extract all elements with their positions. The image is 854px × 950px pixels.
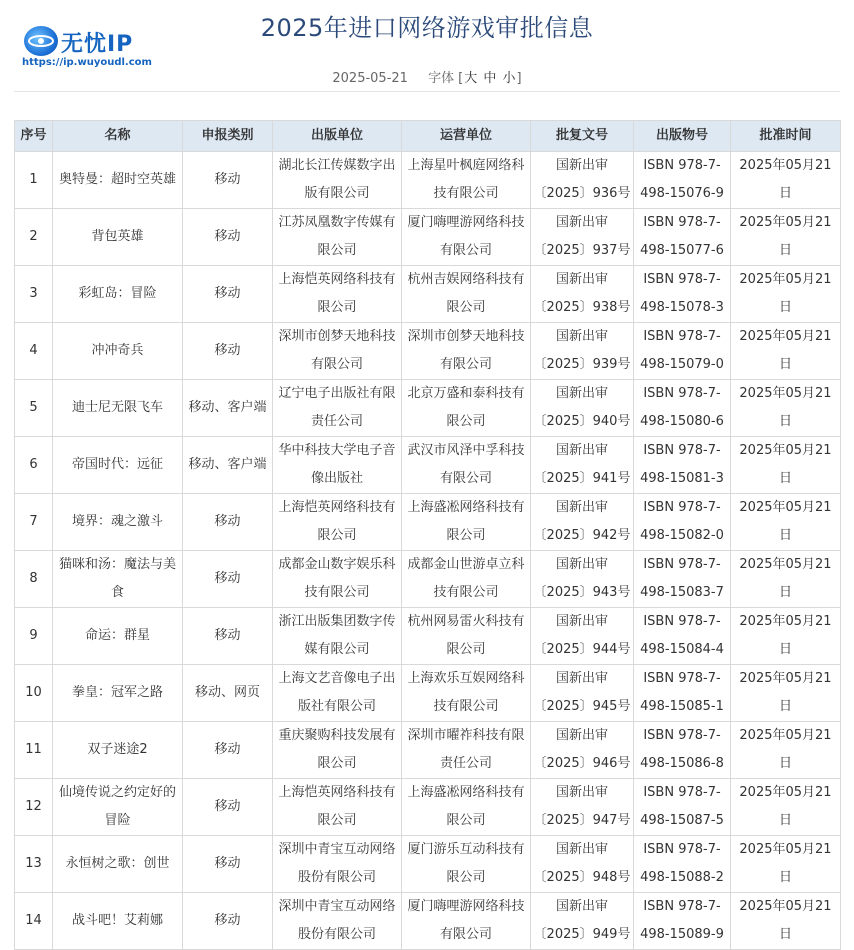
cell-category: 移动 — [183, 209, 273, 266]
cell-approval-no: 国新出审〔2025〕948号 — [531, 836, 634, 893]
logo-name: 无忧IP — [61, 32, 134, 57]
cell-operator: 上海盛凇网络科技有限公司 — [402, 779, 531, 836]
cell-isbn: ISBN 978-7-498-15076-9 — [634, 152, 731, 209]
table-row — [15, 437, 841, 494]
cell-isbn: ISBN 978-7-498-15083-7 — [634, 551, 731, 608]
cell-game-name: 仙境传说之约定好的冒险 — [53, 779, 183, 836]
cell-approval-no: 国新出审〔2025〕936号 — [531, 152, 634, 209]
cell-isbn: ISBN 978-7-498-15078-3 — [634, 266, 731, 323]
cell-game-name: 帝国时代：远征 — [53, 437, 183, 494]
cell-index: 2 — [15, 209, 53, 266]
cell-operator: 杭州吉娱网络科技有限公司 — [402, 266, 531, 323]
cell-approval-no: 国新出审〔2025〕943号 — [531, 551, 634, 608]
cell-category: 移动 — [183, 152, 273, 209]
cell-game-name: 命运：群星 — [53, 608, 183, 665]
header-publisher: 出版单位 — [273, 121, 402, 152]
table-row — [15, 779, 841, 836]
cell-category: 移动、客户端 — [183, 380, 273, 437]
table-row — [15, 380, 841, 437]
cell-approval-no: 国新出审〔2025〕945号 — [531, 665, 634, 722]
cell-index: 6 — [15, 437, 53, 494]
font-size-bracket-open: [ — [458, 71, 464, 86]
header-approval-no: 批复文号 — [531, 121, 634, 152]
cell-approval-no: 国新出审〔2025〕940号 — [531, 380, 634, 437]
cell-game-name: 冲冲奇兵 — [53, 323, 183, 380]
cell-index: 14 — [15, 893, 53, 950]
cell-index: 10 — [15, 665, 53, 722]
cell-index: 1 — [15, 152, 53, 209]
cell-game-name: 背包英雄 — [53, 209, 183, 266]
cell-index: 4 — [15, 323, 53, 380]
cell-category: 移动 — [183, 323, 273, 380]
font-size-medium-link[interactable]: 中 — [483, 71, 497, 86]
cell-approval-no: 国新出审〔2025〕937号 — [531, 209, 634, 266]
header-divider — [14, 91, 840, 92]
table-row — [15, 323, 841, 380]
cell-isbn: ISBN 978-7-498-15079-0 — [634, 323, 731, 380]
cell-publisher: 上海恺英网络科技有限公司 — [273, 266, 402, 323]
cell-publisher: 上海恺英网络科技有限公司 — [273, 779, 402, 836]
cell-operator: 上海星叶枫庭网络科技有限公司 — [402, 152, 531, 209]
cell-index: 5 — [15, 380, 53, 437]
table-row — [15, 722, 841, 779]
table-header-row — [15, 121, 841, 152]
cell-approval-date: 2025年05月21日 — [731, 266, 841, 323]
cell-game-name: 境界：魂之激斗 — [53, 494, 183, 551]
cell-approval-no: 国新出审〔2025〕947号 — [531, 779, 634, 836]
table-row — [15, 494, 841, 551]
cell-approval-no: 国新出审〔2025〕938号 — [531, 266, 634, 323]
font-size-small-link[interactable]: 小 — [502, 71, 516, 86]
cell-approval-date: 2025年05月21日 — [731, 722, 841, 779]
cell-operator: 厦门嗨哩游网络科技有限公司 — [402, 893, 531, 950]
cell-publisher: 辽宁电子出版社有限责任公司 — [273, 380, 402, 437]
cell-isbn: ISBN 978-7-498-15077-6 — [634, 209, 731, 266]
cell-approval-no: 国新出审〔2025〕941号 — [531, 437, 634, 494]
table-row — [15, 209, 841, 266]
cell-index: 11 — [15, 722, 53, 779]
table-row — [15, 665, 841, 722]
cell-publisher: 深圳中青宝互动网络股份有限公司 — [273, 836, 402, 893]
cell-operator: 北京万盛和泰科技有限公司 — [402, 380, 531, 437]
cell-approval-date: 2025年05月21日 — [731, 893, 841, 950]
cell-operator: 上海盛凇网络科技有限公司 — [402, 494, 531, 551]
cell-approval-no: 国新出审〔2025〕949号 — [531, 893, 634, 950]
cell-operator: 上海欢乐互娱网络科技有限公司 — [402, 665, 531, 722]
cell-game-name: 彩虹岛：冒险 — [53, 266, 183, 323]
cell-category: 移动、网页 — [183, 665, 273, 722]
table-row — [15, 266, 841, 323]
cell-operator: 厦门嗨哩游网络科技有限公司 — [402, 209, 531, 266]
table-row — [15, 893, 841, 950]
cell-publisher: 江苏凤凰数字传媒有限公司 — [273, 209, 402, 266]
cell-approval-date: 2025年05月21日 — [731, 608, 841, 665]
cell-index: 12 — [15, 779, 53, 836]
font-size-label: 字体 — [428, 71, 455, 86]
cell-publisher: 湖北长江传媒数字出版有限公司 — [273, 152, 402, 209]
cell-game-name: 战斗吧！艾莉娜 — [53, 893, 183, 950]
cell-index: 7 — [15, 494, 53, 551]
cell-publisher: 重庆聚购科技发展有限公司 — [273, 722, 402, 779]
cell-isbn: ISBN 978-7-498-15088-2 — [634, 836, 731, 893]
cell-category: 移动 — [183, 893, 273, 950]
cell-approval-date: 2025年05月21日 — [731, 209, 841, 266]
table-row — [15, 152, 841, 209]
cell-approval-date: 2025年05月21日 — [731, 494, 841, 551]
cell-index: 8 — [15, 551, 53, 608]
cell-isbn: ISBN 978-7-498-15087-5 — [634, 779, 731, 836]
cell-isbn: ISBN 978-7-498-15089-9 — [634, 893, 731, 950]
cell-game-name: 迪士尼无限飞车 — [53, 380, 183, 437]
header-category: 申报类别 — [183, 121, 273, 152]
cell-index: 9 — [15, 608, 53, 665]
cell-publisher: 华中科技大学电子音像出版社 — [273, 437, 402, 494]
cell-game-name: 永恒树之歌：创世 — [53, 836, 183, 893]
cell-category: 移动 — [183, 779, 273, 836]
cell-operator: 深圳市创梦天地科技有限公司 — [402, 323, 531, 380]
cell-approval-date: 2025年05月21日 — [731, 152, 841, 209]
header-index: 序号 — [15, 121, 53, 152]
cell-category: 移动、客户端 — [183, 437, 273, 494]
cell-isbn: ISBN 978-7-498-15081-3 — [634, 437, 731, 494]
cell-category: 移动 — [183, 266, 273, 323]
cell-game-name: 拳皇：冠军之路 — [53, 665, 183, 722]
approval-table — [14, 120, 841, 950]
cell-operator: 深圳市曜祚科技有限责任公司 — [402, 722, 531, 779]
cell-isbn: ISBN 978-7-498-15080-6 — [634, 380, 731, 437]
table-row — [15, 551, 841, 608]
cell-approval-date: 2025年05月21日 — [731, 779, 841, 836]
article-meta — [0, 67, 854, 86]
cell-publisher: 成都金山数字娱乐科技有限公司 — [273, 551, 402, 608]
header-operator: 运营单位 — [402, 121, 531, 152]
cell-approval-date: 2025年05月21日 — [731, 437, 841, 494]
table-row — [15, 836, 841, 893]
cell-isbn: ISBN 978-7-498-15086-8 — [634, 722, 731, 779]
header-isbn: 出版物号 — [634, 121, 731, 152]
cell-game-name: 猫咪和汤：魔法与美食 — [53, 551, 183, 608]
cell-category: 移动 — [183, 551, 273, 608]
cell-game-name: 双子迷途2 — [53, 722, 183, 779]
cell-index: 13 — [15, 836, 53, 893]
publish-date: 2025-05-21 — [332, 71, 408, 86]
cell-approval-date: 2025年05月21日 — [731, 665, 841, 722]
font-size-bracket-close: ] — [516, 71, 522, 86]
cell-approval-no: 国新出审〔2025〕939号 — [531, 323, 634, 380]
logo-url: https://ip.wuyoudl.com — [22, 57, 152, 68]
cell-approval-date: 2025年05月21日 — [731, 551, 841, 608]
cell-category: 移动 — [183, 722, 273, 779]
cell-operator: 成都金山世游卓立科技有限公司 — [402, 551, 531, 608]
header-approval-date: 批准时间 — [731, 121, 841, 152]
cell-approval-date: 2025年05月21日 — [731, 323, 841, 380]
cell-publisher: 浙江出版集团数字传媒有限公司 — [273, 608, 402, 665]
cell-approval-no: 国新出审〔2025〕946号 — [531, 722, 634, 779]
cell-isbn: ISBN 978-7-498-15082-0 — [634, 494, 731, 551]
cell-isbn: ISBN 978-7-498-15085-1 — [634, 665, 731, 722]
table-row — [15, 608, 841, 665]
cell-index: 3 — [15, 266, 53, 323]
cell-approval-no: 国新出审〔2025〕942号 — [531, 494, 634, 551]
cell-approval-date: 2025年05月21日 — [731, 836, 841, 893]
cell-publisher: 深圳市创梦天地科技有限公司 — [273, 323, 402, 380]
font-size-switcher — [428, 71, 522, 86]
cell-isbn: ISBN 978-7-498-15084-4 — [634, 608, 731, 665]
cell-approval-no: 国新出审〔2025〕944号 — [531, 608, 634, 665]
page-title: 2025年进口网络游戏审批信息 — [260, 14, 594, 42]
cell-operator: 杭州网易雷火科技有限公司 — [402, 608, 531, 665]
header-name: 名称 — [53, 121, 183, 152]
cell-category: 移动 — [183, 608, 273, 665]
cell-publisher: 上海恺英网络科技有限公司 — [273, 494, 402, 551]
cell-operator: 武汉市风泽中孚科技有限公司 — [402, 437, 531, 494]
cell-category: 移动 — [183, 836, 273, 893]
cell-operator: 厦门游乐互动科技有限公司 — [402, 836, 531, 893]
cell-publisher: 上海文艺音像电子出版社有限公司 — [273, 665, 402, 722]
cell-approval-date: 2025年05月21日 — [731, 380, 841, 437]
cell-category: 移动 — [183, 494, 273, 551]
cell-publisher: 深圳中青宝互动网络股份有限公司 — [273, 893, 402, 950]
font-size-large-link[interactable]: 大 — [464, 71, 478, 86]
cell-game-name: 奥特曼：超时空英雄 — [53, 152, 183, 209]
